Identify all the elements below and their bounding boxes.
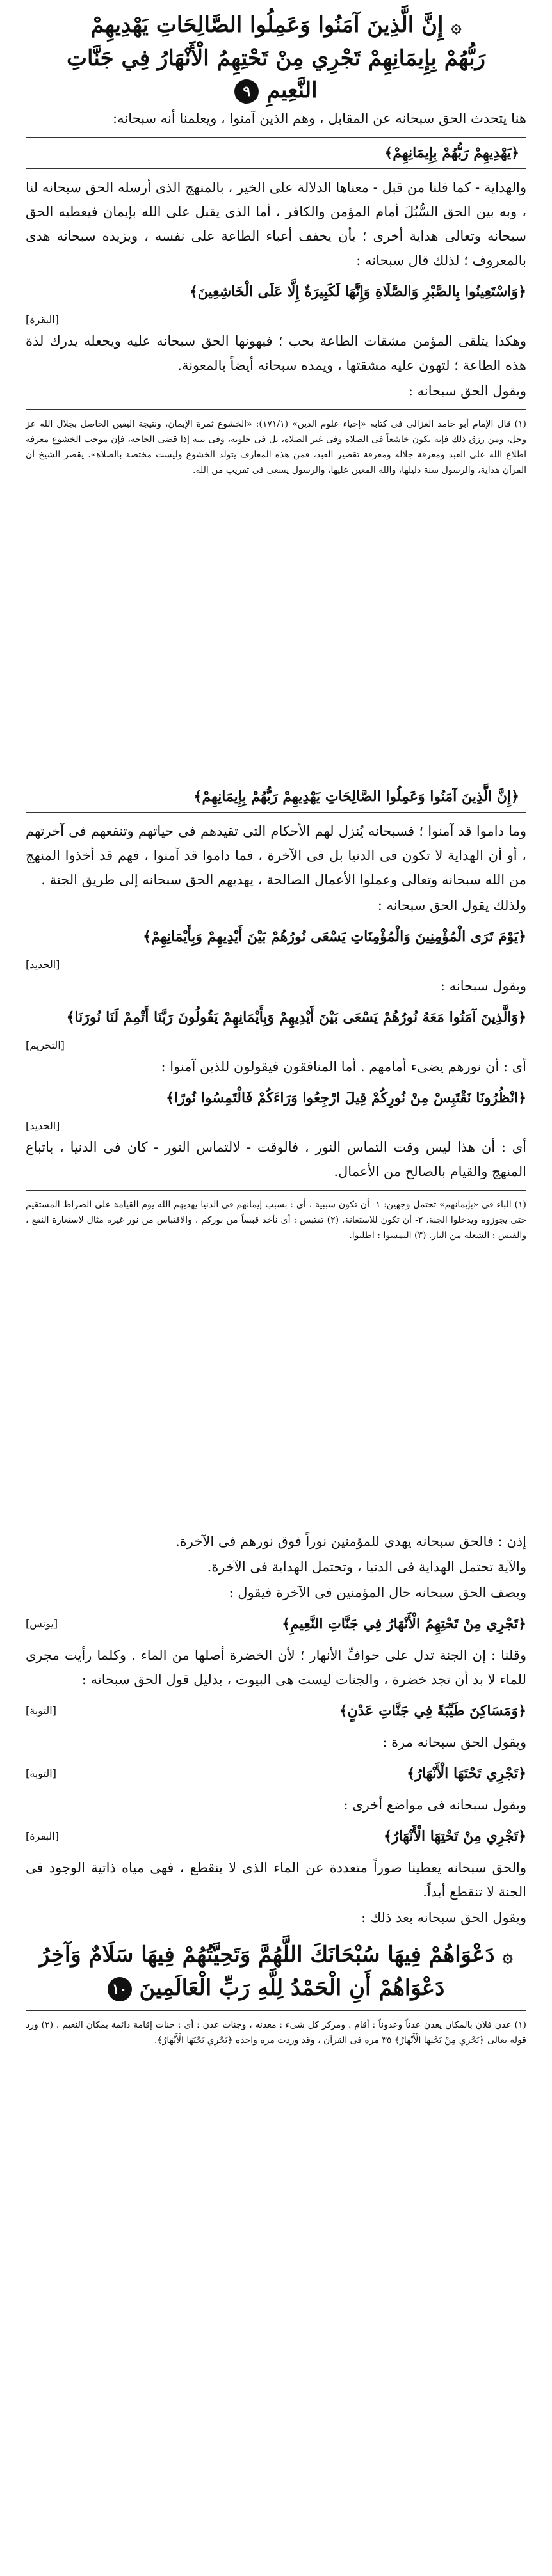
page-2: [0, 774, 552, 1472]
page-1: [0, 0, 552, 649]
commentary: [26, 1793, 526, 1817]
paragraph: إذن : فالحق سبحانه يهدى للمؤمنين نوراً فوق نورهم فى الآخرة.: [175, 1534, 526, 1549]
verse-heading: [26, 9, 526, 106]
quran-quote: [26, 1761, 526, 1786]
footnote: (١) قال الإمام أبو حامد الغزالى فى كتابه «إحياء علوم الدين» (١٧١/١): «الخشوع ثمرة الإيمان، ونتيجة اليقين الحاصل بجلال الله عز وجل، ومن رزق ذلك فإنه يكون خاشعاً فى الصلاة وفى غير الصلاة، بل فى خلوته، وفى بيته إذا قضى الحاجة، فإن موجب الخشوع معرفة اطلاع الله على العبد ومعرفة جلاله ومعرفة تقصير العبد، فمن هذه المعارف يتولد الخشوع وليست مختصة بالصلاة». يقصر الشيخ أن القرآن هداية، والرسول سنة دليلها، والله المعين عليها، والرسول يسعى فى تقريب من الله.: [26, 419, 526, 475]
footnote: (١) الباء فى «بإيمانهم» تحتمل وجهين: ١- أن تكون سببية ، أى : بسبب إيمانهم فى الدنيا يهديهم الله يوم القيامة على الصراط المستقيم حتى يجوزوه ويدخلوا الجنة. ٢- أن تكون للاستعانة. (٢) تقتبس : أى نأخذ قبساً من نوركم ، والاقتباس من نور غيره مثال لاستعارة النفع ، والقبس : الشعلة من النار. (٣) التمسوا : اطلبوا.: [26, 1200, 526, 1241]
verse-ornament-icon: ۞: [502, 1945, 513, 1966]
commentary: [26, 1730, 526, 1754]
quran-quote: [26, 924, 526, 950]
commentary: [26, 175, 526, 273]
paragraph: أى : أن نورهم يضىء أمامهم . أما المنافقون فيقولون للذين آمنوا :: [161, 1059, 526, 1074]
footnotes: [26, 2017, 526, 2048]
paragraph: والهداية - كما قلنا من قبل - معناها الدلالة على الخير ، بالمنهج الذى أرسله الحق سبحانه لنا ، وبه بين الحق السُّبُلَ أمام المؤمن والكافر ، أما الذى يقبل على الله بإيمان فيعطيه الحق سبحانه وتعالى هداية أخرى ؛ بأن يخفف أعباء الطاعة على نفسه ، ويزيده سبحانه هدى بالمعروف ؛ لذلك قال سبحانه :: [26, 180, 526, 268]
quote-box: ﴿يَهْدِيهِمْ رَبُّهُمْ بِإِيمَانِهِمْ﴾: [26, 137, 526, 169]
verse-number-badge: ٩: [234, 79, 259, 104]
verse-number-badge: ١٠: [108, 1977, 132, 2001]
paragraph: ويقول الحق سبحانه :: [408, 383, 526, 399]
quote-text: ﴿انْظُرُونَا نَقْتَبِسْ مِنْ نُورِكُمْ قِيلَ ارْجِعُوا وَرَاءَكُمْ فَالْتَمِسُوا نُورًا﴾: [166, 1090, 526, 1106]
commentary: [26, 1529, 526, 1605]
quote-text: ﴿وَالَّذِينَ آمَنُوا مَعَهُ نُورُهُمْ يَسْعَى بَيْنَ أَيْدِيهِمْ وَبِأَيْمَانِهِمْ يَقُولُونَ رَبَّنَا أَتْمِمْ لَنَا نُورَنَا﴾: [66, 1009, 526, 1026]
quote-text: ﴿وَاسْتَعِينُوا بِالصَّبْرِ وَالصَّلَاةِ وَإِنَّهَا لَكَبِيرَةٌ إِلَّا عَلَى الْخَاشِعِينَ﴾: [189, 283, 526, 300]
quote-text: ﴿تَجْرِي تَحْتَهَا الْأَنْهَارُ﴾: [407, 1765, 526, 1782]
quote-box: ﴿إِنَّ الَّذِينَ آمَنُوا وَعَمِلُوا الصَّالِحَاتِ يَهْدِيهِمْ رَبُّهُمْ بِإِيمَانِهِمْ﴾: [26, 781, 526, 813]
commentary: [26, 106, 526, 131]
quote-text: ﴿وَمَسَاكِنَ طَيِّبَةً فِي جَنَّاتِ عَدْنٍ﴾: [339, 1703, 526, 1719]
quran-quote: [26, 1085, 526, 1111]
footnotes: [26, 1197, 526, 1243]
commentary: [26, 329, 526, 403]
quote-reference: [البقرة]: [26, 1830, 59, 1842]
footnote-divider: [26, 2010, 526, 2011]
paragraph: ويقول الحق سبحانه مرة :: [382, 1735, 526, 1750]
quran-quote: [26, 279, 526, 305]
quran-quote: [26, 1005, 526, 1030]
verse-line: النَّعِيمِ: [266, 77, 318, 103]
quote-reference: [الحديد]: [26, 1120, 60, 1132]
verse-ornament-icon: ۞: [451, 15, 462, 36]
quote-reference: [يونس]: [26, 1618, 58, 1630]
quote-reference: [التوبة]: [26, 1705, 56, 1717]
quran-quote: [26, 1698, 526, 1724]
paragraph: ويصف الحق سبحانه حال المؤمنين فى الآخرة فيقول :: [229, 1585, 526, 1600]
quran-quote: [26, 1611, 526, 1637]
paragraph: وهكذا يتلقى المؤمن مشقات الطاعة بحب ؛ فيهونها الحق سبحانه عليه ويجعله يدرك لذة هذه الطاعة ؛ لتهون عليه مشقتها ، ويمده سبحانه أيضاً بالمعونة.: [26, 333, 526, 373]
paragraph: والآية تحتمل الهداية فى الدنيا ، وتحتمل الهداية فى الآخرة.: [207, 1559, 526, 1575]
footnote-divider: [26, 409, 526, 410]
commentary: [26, 1856, 526, 1930]
verse-line: دَعْوَاهُمْ فِيهَا سُبْحَانَكَ اللَّهُمَّ وَتَحِيَّتُهُمْ فِيهَا سَلَامٌ وَآخِرُ: [39, 1942, 495, 1968]
page-3: [0, 1529, 552, 2169]
footnote: (١) عدن فلان بالمكان يعدن عدناً وعدوناً : أقام . ومركز كل شىء : معدنه ، وجنات عدن : أى : جنات إقامة دائمة بمكان النعيم . (٢) ورد قوله تعالى ﴿تَجْرِي مِنْ تَحْتِهَا الْأَنْهَارُ﴾ ٣٥ مرة فى القرآن ، وقد وردت مرة واحدة ﴿تَجْرِي تَحْتَهَا الْأَنْهَارُ﴾.: [26, 2020, 526, 2046]
paragraph: أى : أن هذا ليس وقت التماس النور ، فالوقت - لالتماس النور - كان فى الدنيا ، باتباع المنهج والقيام بالصالح من الأعمال.: [26, 1140, 526, 1179]
quote-reference: [البقرة]: [26, 314, 59, 326]
quote-text: ﴿تَجْرِي مِنْ تَحْتِهِمُ الْأَنْهَارُ فِي جَنَّاتِ النَّعِيمِ﴾: [282, 1616, 526, 1632]
verse-line: إِنَّ الَّذِينَ آمَنُوا وَعَمِلُوا الصَّالِحَاتِ يَهْدِيهِمْ: [90, 12, 444, 38]
paragraph: ولذلك يقول الحق سبحانه :: [377, 898, 526, 913]
commentary: [26, 1643, 526, 1692]
quote-text: ﴿تَجْرِي مِنْ تَحْتِهَا الْأَنْهَارُ﴾: [383, 1828, 526, 1845]
paragraph: هنا يتحدث الحق سبحانه عن المقابل ، وهم الذين آمنوا ، ويعلمنا أنه سبحانه:: [113, 111, 526, 126]
paragraph: ويقول سبحانه :: [440, 978, 526, 994]
paragraph: وما داموا قد آمنوا ؛ فسبحانه يُنزل لهم الأحكام التى تقيدهم فى حياتهم وتنفعهم فى آخرتهم ، أو أن الهداية لا تكون فى الدنيا بل فى الآخرة ، فما داموا قد آمنوا ، فهم قد أخذوا المنهج من الله سبحانه وتعالى وعملوا الأعمال الصالحة ، يهديهم الحق سبحانه إلى طريق الجنة .: [26, 823, 526, 887]
commentary: [26, 1054, 526, 1079]
quote-reference: [التوبة]: [26, 1767, 56, 1779]
paragraph: ويقول سبحانه فى مواضع أخرى :: [343, 1797, 526, 1813]
commentary: [26, 1135, 526, 1184]
footnotes: [26, 417, 526, 478]
footnote-divider: [26, 1190, 526, 1191]
paragraph: ويقول الحق سبحانه بعد ذلك :: [361, 1910, 526, 1925]
quote-text: ﴿يَوْمَ تَرَى الْمُؤْمِنِينَ وَالْمُؤْمِنَاتِ يَسْعَى نُورُهُمْ بَيْنَ أَيْدِيهِمْ وَبِأَيْمَانِهِمْ﴾: [143, 928, 526, 945]
quran-quote: [26, 1824, 526, 1849]
verse-heading: [26, 1939, 526, 2004]
quote-reference: [الحديد]: [26, 958, 60, 971]
verse-line: رَبُّهُمْ بِإِيمَانِهِمْ تَجْرِي مِنْ تَحْتِهِمُ الْأَنْهَارُ فِي جَنَّاتِ: [67, 45, 485, 71]
paragraph: والحق سبحانه يعطينا صوراً متعددة عن الماء الذى لا ينقطع ، فهى مياه ذاتية الوجود فى الجنة لا تنقطع أبداً.: [26, 1860, 526, 1900]
commentary: [26, 974, 526, 998]
quote-reference: [التحريم]: [26, 1039, 65, 1051]
paragraph: وقلنا : إن الجنة تدل على حوافِّ الأنهار ؛ لأن الخضرة أصلها من الماء . وكلما رأيت مجرى للماء لا بد أن تجد خضرة ، والجنات ليست هى البيوت ، بدليل قول الحق سبحانه :: [26, 1648, 526, 1687]
commentary: [26, 819, 526, 918]
verse-line: دَعْوَاهُمْ أَنِ الْحَمْدُ لِلَّهِ رَبِّ الْعَالَمِينَ: [139, 1975, 445, 2001]
